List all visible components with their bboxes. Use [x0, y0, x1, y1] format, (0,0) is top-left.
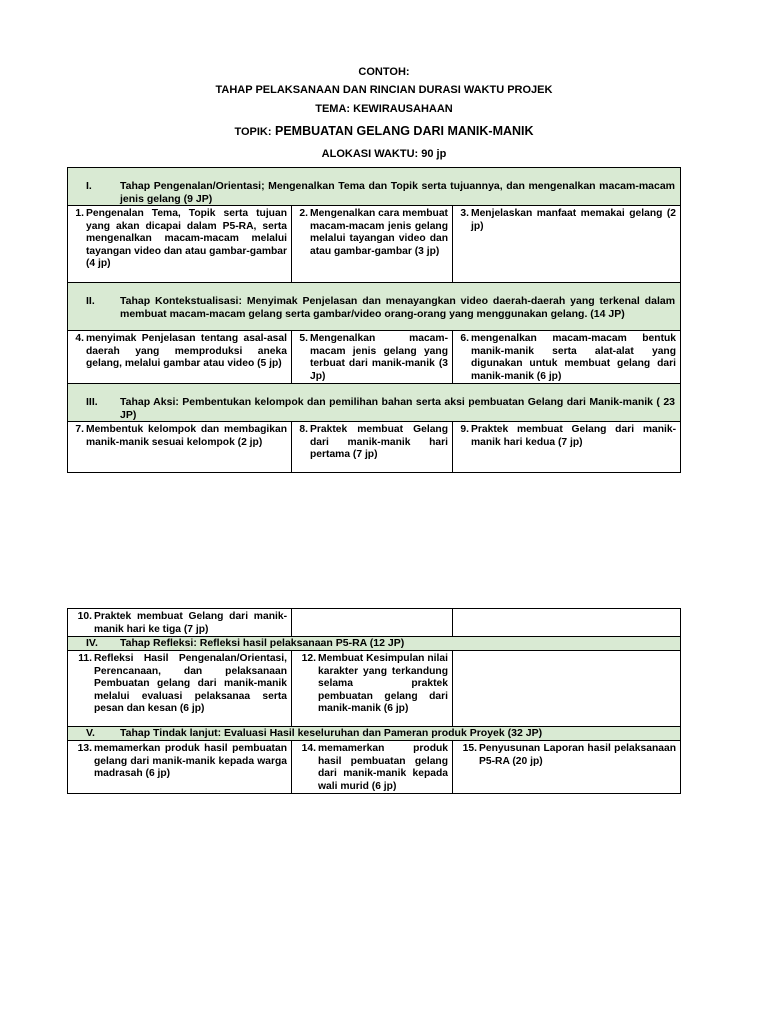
- section-number: IV.: [86, 637, 98, 649]
- activity-cell: 13. memamerkan produk hasil pembuatan gelang dari manik-manik kepada warga madrasah (6 jp): [77, 743, 287, 779]
- activity-cell: 8. Praktek membuat Gelang dari manik-manik hari pertama (7 jp): [299, 424, 448, 460]
- section-title: Tahap Refleksi: Refleksi hasil pelaksanaan P5-RA (12 JP): [120, 637, 405, 649]
- activity-row: [68, 206, 681, 283]
- section-row: [68, 384, 681, 422]
- activity-cell: 9. Praktek membuat Gelang dari manik-manik hari kedua (7 jp): [460, 424, 677, 448]
- activity-row: [68, 651, 681, 727]
- activity-row: [68, 331, 681, 384]
- activity-cell: 5. Mengenalkan macam-macam jenis gelang yang terbuat dari manik-manik (3 Jp): [299, 333, 448, 382]
- activity-cell: 4. menyimak Penjelasan tentang asal-asal daerah yang memproduksi aneka gelang, melalui gambar atau video (5 jp): [75, 333, 287, 369]
- doc-time-allocation: ALOKASI WAKTU: 90 jp: [321, 148, 447, 160]
- section-number: II.: [86, 295, 95, 307]
- activity-cell: 12. Membuat Kesimpulan nilai karakter yang terkandung selama praktek pembuatan gelang dari manik-manik (6 jp): [301, 653, 448, 714]
- activity-cell: 1. Pengenalan Tema, Topik serta tujuan yang akan dicapai dalam P5-RA, serta mengenalkan macam-macam melalui tayangan video dan atau gambar-gambar (4 jp): [75, 208, 287, 269]
- activity-row: [68, 609, 681, 637]
- section-number: V.: [86, 727, 95, 739]
- section-number: III.: [86, 396, 98, 408]
- project-stages-table: [67, 167, 681, 473]
- activity-row: [68, 741, 681, 794]
- activity-cell: 10. Praktek membuat Gelang dari manik-manik hari ke tiga (7 jp): [77, 611, 287, 635]
- activity-cell: 2. Mengenalkan cara membuat macam-macam jenis gelang melalui tayangan video dan atau gambar-gambar (3 jp): [299, 208, 448, 257]
- doc-title: TAHAP PELAKSANAAN DAN RINCIAN DURASI WAKTU PROJEK: [215, 84, 553, 96]
- activity-cell: 3. Menjelaskan manfaat memakai gelang (2 jp): [460, 208, 677, 232]
- activity-cell: 6. mengenalkan macam-macam bentuk manik-manik serta alat-alat yang digunakan untuk membuat gelang dari manik-manik (6 jp): [460, 333, 677, 382]
- activity-cell: 14. memamerkan produk hasil pembuatan gelang dari manik-manik kepada wali murid (6 jp): [301, 743, 448, 792]
- section-title: Tahap Tindak lanjut: Evaluasi Hasil keseluruhan dan Pameran produk Proyek (32 JP): [120, 727, 543, 739]
- activity-row: [68, 422, 681, 473]
- doc-theme: TEMA: KEWIRAUSAHAAN: [315, 103, 453, 115]
- activity-cell: 11. Refleksi Hasil Pengenalan/Orientasi, Perencanaan, dan pelaksanaan Pembuatan gelang dari manik-manik melalui evaluasi pelaksanaa serta pesan dan kesan (6 jp): [78, 653, 287, 714]
- section-row: [68, 283, 681, 331]
- section-row: [68, 637, 681, 651]
- section-title: Tahap Pengenalan/Orientasi; Mengenalkan Tema dan Topik serta tujuannya, dan mengenalkan macam-macam jenis gelang (9 JP): [120, 180, 676, 205]
- section-row: [68, 168, 681, 206]
- doc-label: CONTOH:: [358, 66, 410, 78]
- activity-cell: 15. Penyusunan Laporan hasil pelaksanaan P5-RA (20 jp): [462, 743, 676, 767]
- section-title: Tahap Aksi: Pembentukan kelompok dan pemilihan bahan serta aksi pembuatan Gelang dari Manik-manik ( 23 JP): [120, 396, 676, 421]
- activity-cell: 7. Membentuk kelompok dan membagikan manik-manik sesuai kelompok (2 jp): [75, 424, 287, 448]
- section-number: I.: [86, 180, 92, 192]
- topic-value: PEMBUATAN GELANG DARI MANIK-MANIK: [275, 124, 534, 138]
- section-row: [68, 727, 681, 741]
- doc-topic: [0, 124, 768, 138]
- topic-label: TOPIK:: [234, 126, 272, 138]
- project-stages-table-continued: [67, 608, 681, 794]
- section-title: Tahap Kontekstualisasi: Menyimak Penjelasan dan menayangkan video daerah-daerah yang terkenal dalam membuat macam-macam gelang serta gambar/video orang-orang yang menggunakan gelang. (14 JP): [120, 295, 676, 320]
